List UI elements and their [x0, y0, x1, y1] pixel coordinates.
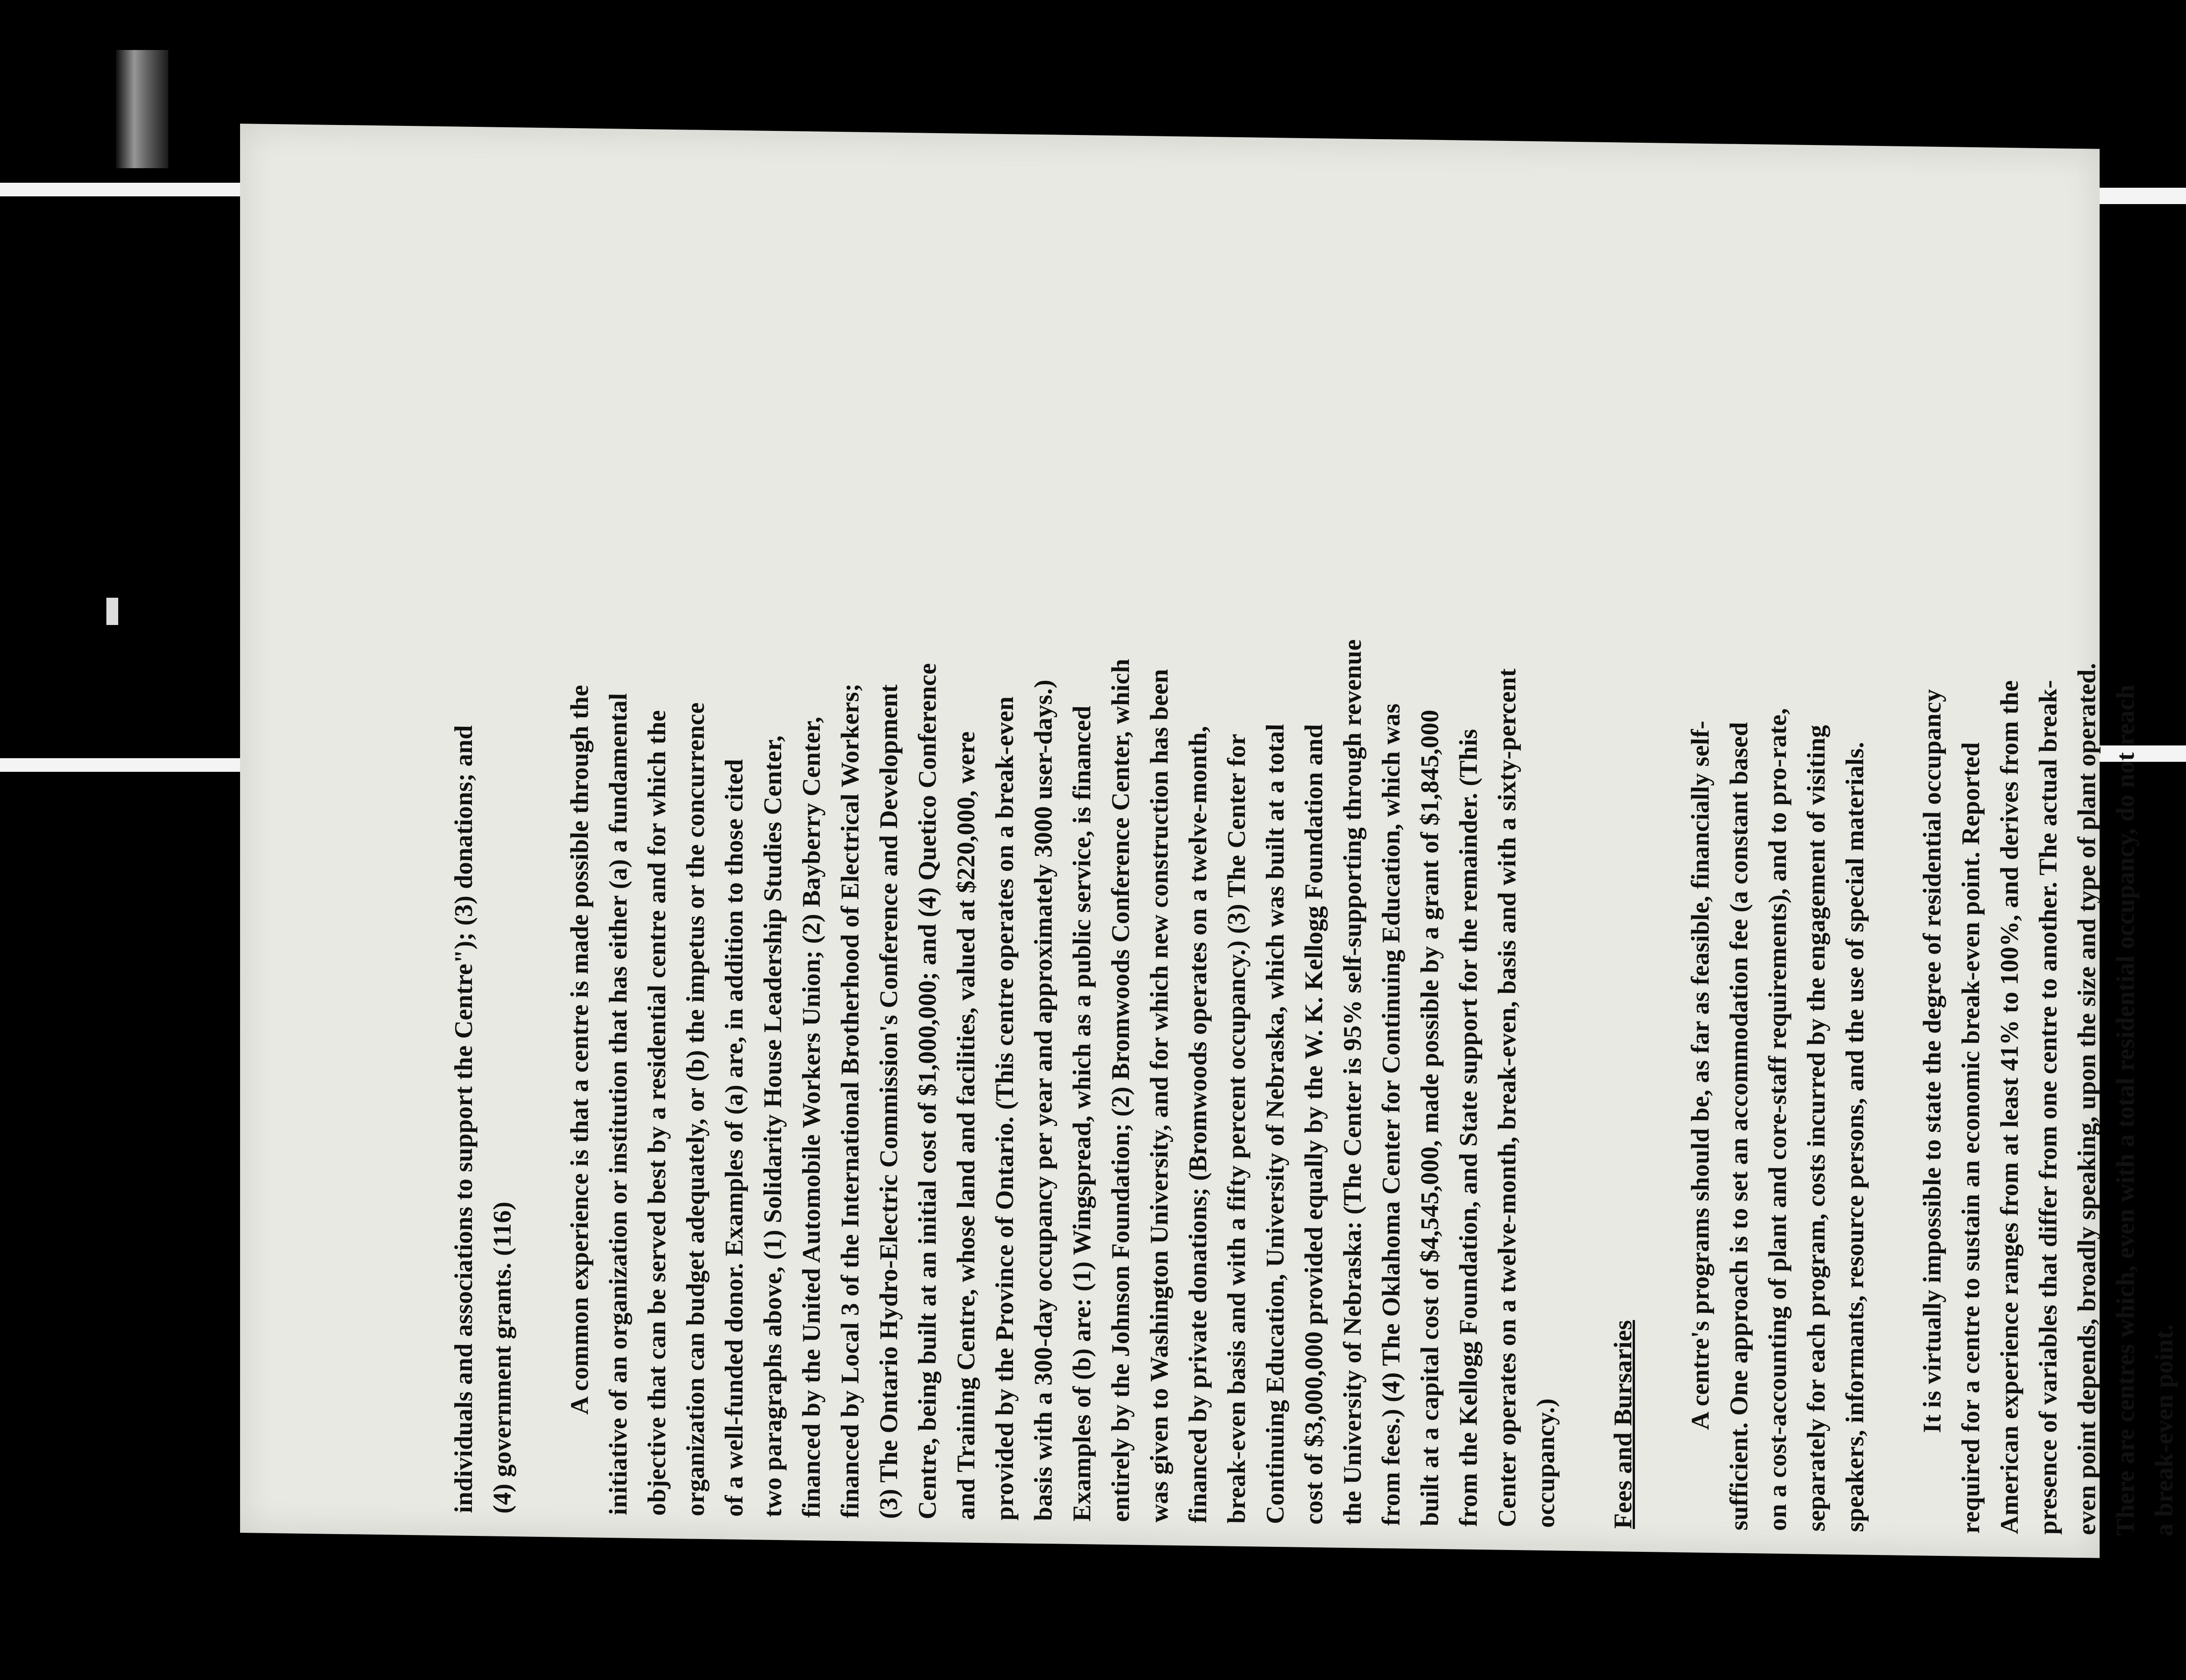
paragraph-start: A common experience is that a centre is made possible through the	[566, 685, 594, 1415]
body-line: American experience ranges from at least 41% to 100%, and derives from the	[1995, 680, 2024, 1535]
body-line: financed by private donations; (Bromwoods operates on a twelve-month,	[1184, 725, 1212, 1524]
film-artifact	[116, 50, 168, 168]
body-line: initiative of an organization or institution that has either (a) a fundamental	[604, 693, 632, 1515]
body-line: entirely by the Johnson Foundation; (2) Bromwoods Conference Center, which	[1107, 658, 1135, 1522]
body-line: financed by Local 3 of the International Brotherhood of Electrical Workers;	[836, 683, 864, 1519]
body-line: break-even basis and with a fifty percent occupancy.) (3) The Center for	[1223, 733, 1251, 1524]
body-line: There are centres which, even with a total residential occupancy, do not reach	[2111, 684, 2140, 1536]
page-number: -54 -	[894, 1573, 943, 1602]
blank-line	[1565, 174, 1604, 1529]
body-line: a break-even point.	[2150, 1324, 2178, 1537]
body-line: and Training Centre, whose land and facilities, valued at $220,000, were	[952, 731, 980, 1520]
blank-line	[522, 159, 561, 1514]
body-line: two paragraphs above, (1) Solidarity House Leadership Studies Center,	[759, 735, 787, 1518]
body-line: speakers, informants, resource persons, and the use of special materials.	[1841, 741, 1869, 1532]
body-line: the University of Nebraska: (The Center is 95% self-supporting through revenue	[1339, 639, 1367, 1525]
body-line: from fees.) (4) The Oklahoma Center for Continuing Education, which was	[1377, 703, 1405, 1526]
body-line: Continuing Education, University of Nebraska, which was built at a total	[1261, 723, 1289, 1525]
body-line: separately for each program, costs incurred by the engagement of visiting	[1802, 724, 1830, 1532]
film-artifact	[106, 598, 118, 625]
body-line: (3) The Ontario Hydro-Electric Commission's Conference and Development	[875, 684, 903, 1519]
body-line: organization can budget adequately, or (b) the impetus or the concurrence	[682, 702, 710, 1517]
film-border-stripe	[0, 183, 248, 196]
body-line: from the Kellogg Foundation, and State support for the remainder. (This	[1454, 729, 1483, 1527]
body-line: Examples of (b) are: (1) Wingspread, which as a public service, is financed	[1068, 705, 1096, 1522]
body-line: (4) government grants. (116)	[488, 1201, 516, 1514]
blank-line	[1643, 175, 1681, 1530]
body-line: occupancy.)	[1532, 1398, 1560, 1528]
body-line: built at a capital cost of $4,545,000, made possible by a grant of $1,845,000	[1416, 709, 1444, 1527]
body-line: on a cost-accounting of plant and core-staff requirements), and to pro-rate,	[1764, 708, 1792, 1531]
blank-line	[1875, 178, 1913, 1533]
film-border-stripe	[0, 758, 248, 772]
body-line: was given to Washington University, and for which new construction has been	[1145, 669, 1173, 1523]
body-line: provided by the Province of Ontario. (This centre operates on a break-even	[991, 696, 1019, 1521]
section-heading: Fees and Bursaries	[1609, 1320, 1637, 1529]
body-line: basis with a 300-day occupancy per year and approximately 3000 user-days.)	[1029, 679, 1058, 1521]
body-line: Centre, being built at an initial cost of $1,000,000; and (4) Quetico Conference	[913, 663, 942, 1520]
body-line: of a well-funded donor. Examples of (a) are, in addition to those cited	[720, 759, 748, 1517]
body-line: Center operates on a twelve-month, break-even, basis and with a sixty-percent	[1493, 668, 1521, 1528]
body-line: even point depends, broadly speaking, upon the size and type of plant operated.	[2073, 662, 2101, 1535]
paragraph-start: It is virtually impossible to state the degree of residential occupancy	[1918, 689, 1946, 1434]
body-line: sufficient. One approach is to set an accommodation fee (a constant based	[1725, 721, 1753, 1531]
body-line: objective that can be served best by a residential centre and for which the	[643, 710, 671, 1516]
scanned-document-page	[240, 124, 2178, 1602]
body-line: required for a centre to sustain an economic break-even point. Reported	[1957, 742, 1985, 1534]
paragraph-start: A centre's programs should be, as far as feasible, financially self-	[1686, 720, 1715, 1430]
body-line: cost of $3,000,000 provided equally by the W. K. Kellogg Foundation and	[1300, 724, 1328, 1525]
rotated-text-body	[445, 158, 2178, 1537]
body-line: individuals and associations to support the Centre"); (3) donations; and	[450, 725, 478, 1514]
body-line: presence of variables that differ from one centre to another. The actual break-	[2034, 680, 2062, 1535]
body-line: financed by the United Automobile Workers Union; (2) Bayberry Center,	[797, 716, 826, 1518]
